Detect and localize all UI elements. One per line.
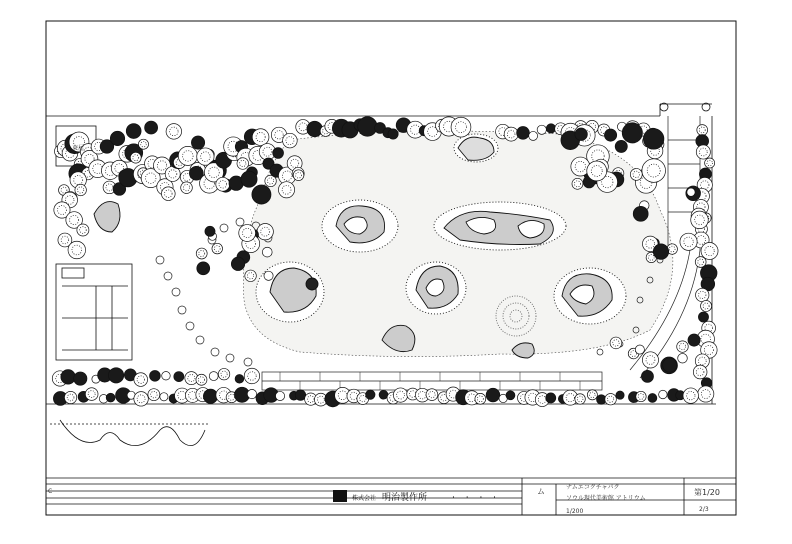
tree-canopy xyxy=(77,224,89,236)
tree-canopy xyxy=(605,393,616,404)
tree-canopy xyxy=(388,129,398,139)
tree-canopy xyxy=(181,182,193,194)
tree-canopy xyxy=(635,345,644,354)
tree-canopy xyxy=(677,341,689,353)
tree-canopy xyxy=(75,184,86,195)
tree-canopy xyxy=(244,368,259,383)
tree-canopy xyxy=(701,242,718,259)
tree-canopy xyxy=(529,131,538,140)
tree-canopy xyxy=(239,225,256,242)
tree-canopy xyxy=(130,152,141,163)
tree-canopy xyxy=(506,391,515,400)
tree-canopy xyxy=(517,126,530,139)
tree-canopy xyxy=(683,388,698,403)
tree-canopy xyxy=(108,368,123,383)
tree-canopy xyxy=(64,391,76,403)
tree-canopy xyxy=(678,353,688,363)
company-logo xyxy=(333,490,347,502)
tree-canopy xyxy=(358,117,377,136)
tree-canopy xyxy=(575,394,585,404)
tree-canopy xyxy=(278,182,294,198)
tree-canopy xyxy=(641,370,653,382)
tree-canopy xyxy=(696,288,709,301)
tree-canopy xyxy=(307,121,322,136)
tree-canopy xyxy=(134,392,148,406)
tree-canopy xyxy=(212,243,223,254)
tree-canopy xyxy=(295,390,306,401)
handwritten-line-3: 1/200 xyxy=(566,508,584,515)
tree-canopy xyxy=(426,389,438,401)
tree-canopy xyxy=(138,139,148,149)
tree-canopy xyxy=(379,390,388,399)
tree-canopy xyxy=(196,374,207,385)
tree-canopy xyxy=(366,390,375,399)
tree-canopy xyxy=(475,393,486,404)
tree-canopy xyxy=(196,248,207,259)
tree-canopy xyxy=(636,391,646,401)
boulder-group-west-left xyxy=(256,262,324,322)
tree-canopy xyxy=(575,128,588,141)
handwritten-line-2: ソウル現代美術館 アトリウム xyxy=(566,495,646,502)
tree-canopy xyxy=(604,129,616,141)
tree-canopy xyxy=(216,177,230,191)
tree-canopy xyxy=(174,372,184,382)
tree-canopy xyxy=(68,241,86,259)
tree-canopy xyxy=(264,271,273,280)
tree-canopy xyxy=(587,161,607,181)
tree-canopy xyxy=(546,393,556,403)
tree-canopy xyxy=(178,146,197,165)
tree-canopy xyxy=(687,188,695,196)
tree-canopy xyxy=(537,125,546,134)
tree-canopy xyxy=(633,206,648,221)
tree-canopy xyxy=(235,374,244,383)
tree-canopy xyxy=(209,372,218,381)
tree-canopy xyxy=(160,393,168,401)
tree-canopy xyxy=(451,117,471,137)
tree-canopy xyxy=(74,372,87,385)
tree-canopy xyxy=(197,262,210,275)
boulder-group-north xyxy=(454,134,498,162)
tree-canopy xyxy=(241,171,257,187)
handwritten-mark: ム xyxy=(537,487,545,496)
tree-canopy xyxy=(162,372,171,381)
boulder-group-west-top xyxy=(322,200,398,252)
tree-canopy xyxy=(587,390,597,400)
gate-arcs xyxy=(50,420,210,446)
tree-canopy xyxy=(203,389,217,403)
tree-canopy xyxy=(161,187,175,201)
tree-canopy xyxy=(273,148,284,159)
tree-canopy xyxy=(245,270,256,281)
tree-canopy xyxy=(283,133,298,148)
tree-canopy xyxy=(630,168,642,180)
tree-canopy xyxy=(293,170,304,181)
company-prefix: 株式会社 xyxy=(352,495,377,502)
tree-canopy xyxy=(252,129,269,146)
tree-canopy xyxy=(701,300,712,311)
tree-canopy xyxy=(106,393,115,402)
tree-canopy xyxy=(61,370,76,385)
tree-canopy xyxy=(572,178,583,189)
tree-canopy xyxy=(504,127,518,141)
sheet-note: 2/3 xyxy=(699,506,709,513)
tree-canopy xyxy=(486,388,500,402)
tree-canopy xyxy=(659,390,667,398)
tree-canopy xyxy=(145,121,158,134)
tree-canopy xyxy=(546,124,555,133)
tree-canopy xyxy=(247,389,256,398)
tree-canopy xyxy=(622,123,642,143)
revision-mark: C xyxy=(48,488,53,495)
structure-note: 東屋 xyxy=(72,145,85,152)
tree-canopy xyxy=(705,158,715,168)
boulder-group-east xyxy=(554,268,626,324)
tree-canopy xyxy=(691,211,709,229)
tree-canopy xyxy=(698,312,708,322)
tree-canopy xyxy=(237,158,249,170)
tree-canopy xyxy=(110,131,124,145)
tree-canopy xyxy=(642,352,658,368)
tree-canopy xyxy=(696,145,710,159)
tree-canopy xyxy=(218,368,229,379)
tree-canopy xyxy=(643,129,664,150)
tree-canopy xyxy=(698,386,714,402)
tree-canopy xyxy=(688,334,700,346)
boulder-group-west-corner xyxy=(94,202,120,232)
drawing-number: 第1/20 xyxy=(694,488,720,497)
tree-canopy xyxy=(642,159,666,183)
tree-canopy xyxy=(680,233,697,250)
tree-canopy xyxy=(252,185,271,204)
tree-canopy xyxy=(134,373,148,387)
tree-canopy xyxy=(610,337,622,349)
tree-canopy xyxy=(653,244,668,259)
boulder-group-center xyxy=(406,262,466,314)
title-dots: · · · · xyxy=(452,493,501,503)
tree-canopy xyxy=(85,388,98,401)
tree-canopy xyxy=(616,391,624,399)
tree-canopy xyxy=(231,257,244,270)
company-name-text: 明治製作所 xyxy=(382,493,428,503)
tree-canopy xyxy=(257,224,273,240)
tree-canopy xyxy=(393,388,407,402)
tree-canopy xyxy=(150,370,161,381)
tree-canopy xyxy=(205,226,215,236)
tree-canopy xyxy=(262,247,272,257)
tree-canopy xyxy=(693,365,707,379)
tree-canopy xyxy=(166,124,182,140)
handwritten-line-1: ナムエコクチャパク xyxy=(566,484,620,491)
company-name xyxy=(352,494,427,503)
stone-wall xyxy=(262,372,602,390)
tree-canopy xyxy=(697,125,708,136)
tree-canopy xyxy=(126,124,141,139)
tree-canopy xyxy=(663,358,677,372)
tree-canopy xyxy=(648,394,657,403)
tree-canopy xyxy=(148,389,160,401)
tree-canopy xyxy=(275,391,284,400)
boulder-group-center-top xyxy=(434,202,566,250)
tree-canopy xyxy=(191,136,204,149)
tree-canopy xyxy=(615,140,627,152)
